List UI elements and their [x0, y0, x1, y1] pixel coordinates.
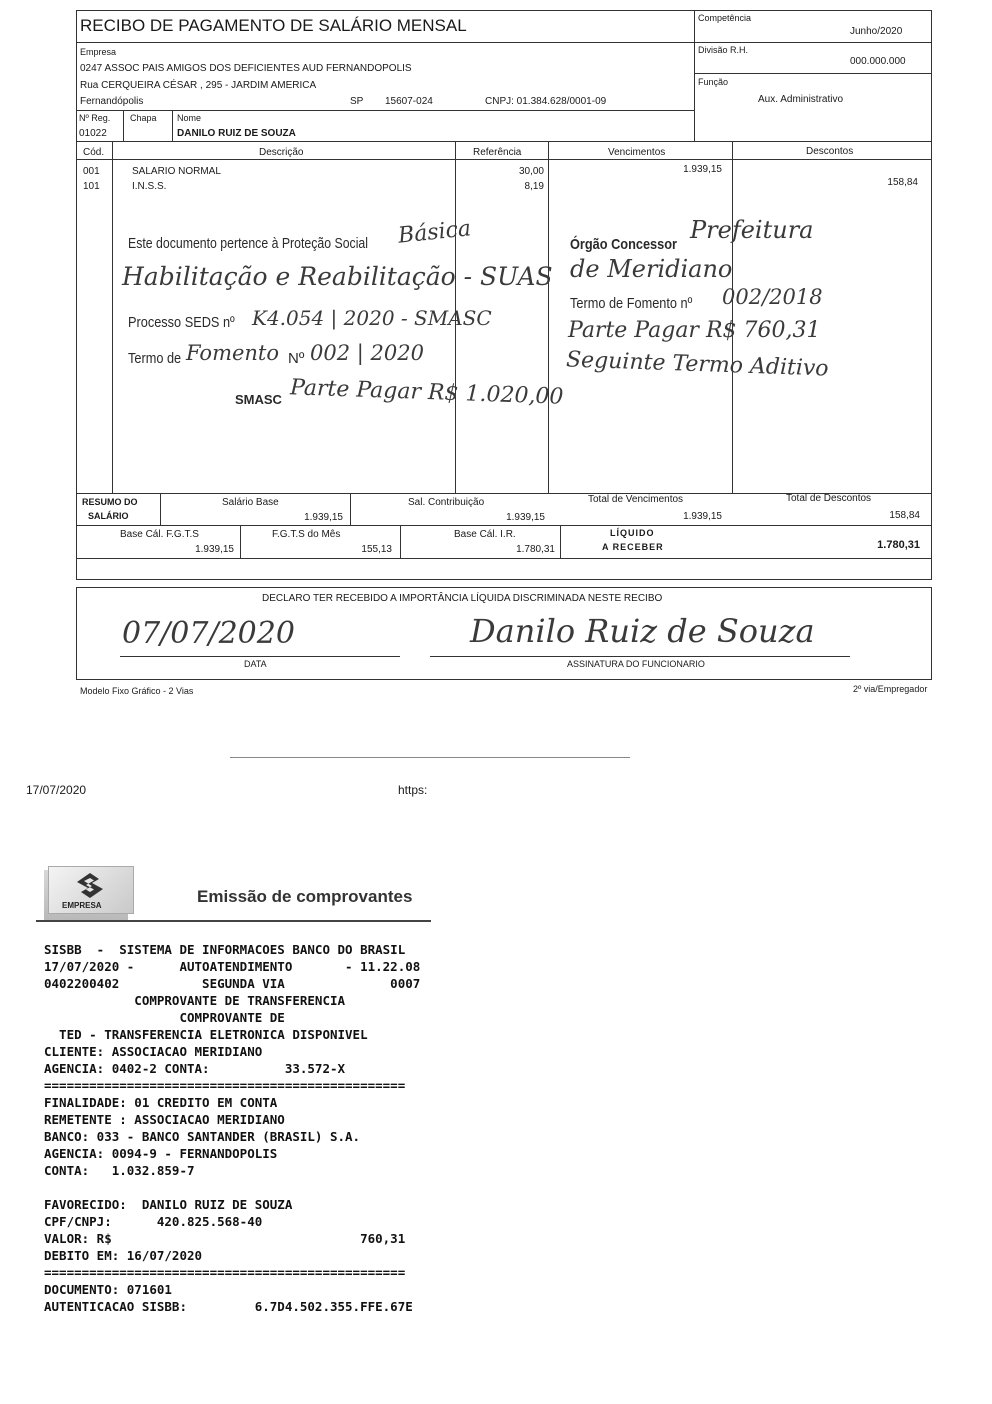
- salario-base-value: 1.939,15: [304, 512, 343, 523]
- bank-separator-line: ================================================: [44, 1265, 406, 1280]
- col-vencimentos: Vencimentos: [608, 147, 666, 158]
- total-descontos-label: Total de Descontos: [786, 493, 872, 504]
- total-vencimentos-label: Total de Vencimentos: [588, 494, 684, 505]
- empresa-name: 0247 ASSOC PAIS AMIGOS DOS DEFICIENTES AUD FERNANDOPOLIS: [80, 63, 412, 74]
- bank-line: SISBB - SISTEMA DE INFORMACOES BANCO DO BRASIL: [44, 942, 406, 957]
- bank-line: AUTENTICACAO SISBB: 6.7D4.502.355.FFE.67E: [44, 1299, 413, 1314]
- fgts-mes-label: F.G.T.S do Mês: [272, 529, 341, 540]
- divisao-label: Divisão R.H.: [698, 45, 749, 55]
- handwritten-termo-aditivo: Seguinte Termo Aditivo: [565, 347, 829, 382]
- bank-line: TED - TRANSFERENCIA ELETRONICA DISPONIVEL: [44, 1027, 368, 1042]
- sal-contribuicao-label: Sal. Contribuição: [408, 497, 485, 508]
- bank-line: DOCUMENTO: 071601: [44, 1282, 172, 1297]
- stamp-numero: Nº: [288, 350, 305, 367]
- row-descricao: I.N.S.S.: [132, 181, 167, 192]
- base-ir-value: 1.780,31: [516, 544, 555, 555]
- stamp-protecao-social: Este documento pertence à Proteção Social: [128, 235, 369, 252]
- stamp-termo-fomento: Termo de Fomento nº: [570, 295, 693, 312]
- bank-title: Emissão de comprovantes: [197, 887, 413, 906]
- empresa-cnpj: CNPJ: 01.384.628/0001-09: [485, 96, 607, 107]
- print-url: https:: [398, 783, 428, 797]
- handwritten-processo-numero: K4.054 | 2020 - SMASC: [252, 306, 492, 330]
- resumo-label-1: RESUMO DO: [82, 497, 138, 507]
- handwritten-parte-pagar-right: Parte Pagar R$ 760,31: [568, 318, 821, 343]
- base-ir-label: Base Cál. I.R.: [454, 529, 516, 540]
- bank-line: AGENCIA: 0094-9 - FERNANDOPOLIS: [44, 1146, 278, 1161]
- bank-line: BANCO: 033 - BANCO SANTANDER (BRASIL) S.A.: [44, 1129, 361, 1144]
- row-referencia: 8,19: [524, 181, 544, 192]
- nome-label: Nome: [177, 113, 202, 123]
- date-label: DATA: [244, 659, 267, 669]
- stamp-smasc: SMASC: [235, 392, 282, 407]
- nreg-label: Nº Reg.: [79, 113, 111, 123]
- bank-line: FINALIDADE: 01 CREDITO EM CONTA: [44, 1095, 278, 1110]
- bank-line: DEBITO EM: 16/07/2020: [44, 1248, 203, 1263]
- footer-left: Modelo Fixo Gráfico - 2 Vias: [80, 686, 194, 696]
- row-cod: 101: [83, 181, 100, 192]
- row-descricao: SALARIO NORMAL: [132, 166, 221, 177]
- row-cod: 001: [83, 166, 100, 177]
- signature-label: ASSINATURA DO FUNCIONARIO: [567, 659, 705, 669]
- nreg-value: 01022: [79, 128, 107, 139]
- declaration-text: DECLARO TER RECEBIDO A IMPORTÂNCIA LÍQUIDA DISCRIMINADA NESTE RECIBO: [262, 593, 663, 604]
- bank-line: FAVORECIDO: DANILO RUIZ DE SOUZA: [44, 1197, 293, 1212]
- handwritten-date: 07/07/2020: [122, 616, 295, 651]
- bank-line: VALOR: R$ 760,31: [44, 1231, 406, 1246]
- print-date: 17/07/2020: [26, 783, 87, 797]
- col-cod: Cód.: [83, 147, 105, 158]
- handwritten-basica: Básica: [396, 216, 473, 249]
- liquido-value: 1.780,31: [877, 539, 920, 551]
- handwritten-termo-fomento-numero: 002/2018: [722, 285, 823, 309]
- nome-value: DANILO RUIZ DE SOUZA: [177, 128, 296, 139]
- logo-caption: EMPRESA: [62, 901, 102, 910]
- funcao-value: Aux. Administrativo: [758, 94, 844, 105]
- total-descontos-value: 158,84: [889, 510, 920, 521]
- bank-line: REMETENTE : ASSOCIACAO MERIDIANO: [44, 1112, 285, 1127]
- handwritten-habilitacao: Habilitação e Reabilitação - SUAS: [122, 262, 553, 291]
- bank-line: 17/07/2020 - AUTOATENDIMENTO - 11.22.08: [44, 959, 421, 974]
- bank-line: CONTA: 1.032.859-7: [44, 1163, 195, 1178]
- stamp-processo-seds: Processo SEDS nº: [128, 314, 235, 331]
- empresa-state: SP: [350, 96, 364, 107]
- bank-line: 0402200402 SEGUNDA VIA 0007: [44, 976, 421, 991]
- chapa-label: Chapa: [130, 113, 157, 123]
- handwritten-de-meridiano: de Meridiano: [570, 255, 733, 283]
- page-separator: [230, 757, 630, 758]
- base-fgts-value: 1.939,15: [195, 544, 234, 555]
- bank-separator-line: ================================================: [44, 1078, 406, 1093]
- row-descontos: 158,84: [887, 177, 918, 188]
- base-fgts-label: Base Cál. F.G.T.S: [120, 529, 199, 540]
- row-referencia: 30,00: [518, 166, 544, 177]
- bank-line: CLIENTE: ASSOCIACAO MERIDIANO: [44, 1044, 263, 1059]
- salario-base-label: Salário Base: [222, 497, 279, 508]
- row-vencimentos: 1.939,15: [683, 164, 722, 175]
- competencia-value: Junho/2020: [850, 26, 903, 37]
- divisao-value: 000.000.000: [850, 56, 906, 67]
- handwritten-termo-numero: 002 | 2020: [310, 341, 424, 365]
- col-referencia: Referência: [473, 147, 522, 158]
- handwritten-prefeitura: Prefeitura: [690, 216, 814, 244]
- empresa-label: Empresa: [80, 47, 117, 57]
- payslip-title: RECIBO DE PAGAMENTO DE SALÁRIO MENSAL: [80, 16, 467, 35]
- liquido-label-2: A RECEBER: [602, 542, 664, 552]
- competencia-label: Competência: [698, 13, 752, 23]
- handwritten-parte-pagar-left: Parte Pagar R$ 1.020,00: [289, 375, 564, 410]
- funcao-label: Função: [698, 77, 729, 87]
- stamp-termo-de: Termo de: [128, 350, 182, 367]
- liquido-label-1: LÍQUIDO: [610, 528, 655, 538]
- handwritten-fomento: Fomento: [186, 341, 280, 365]
- col-descricao: Descrição: [259, 147, 304, 158]
- bank-line: CPF/CNPJ: 420.825.568-40: [44, 1214, 263, 1229]
- empresa-city: Fernandópolis: [80, 96, 144, 107]
- footer-right: 2º via/Empregador: [853, 684, 928, 694]
- fgts-mes-value: 155,13: [361, 544, 392, 555]
- col-descontos: Descontos: [806, 146, 854, 157]
- empresa-address: Rua CERQUEIRA CÉSAR , 295 - JARDIM AMERICA: [80, 80, 317, 91]
- bank-line: COMPROVANTE DE: [44, 1010, 285, 1025]
- bank-line: AGENCIA: 0402-2 CONTA: 33.572-X: [44, 1061, 346, 1076]
- stamp-orgao-concessor: Órgão Concessor: [570, 236, 677, 253]
- bank-logo: [30, 866, 120, 922]
- handwritten-signature: Danilo Ruiz de Souza: [470, 612, 815, 650]
- total-vencimentos-value: 1.939,15: [683, 511, 722, 522]
- empresa-cep: 15607-024: [385, 96, 433, 107]
- banco-brasil-icon: [74, 872, 106, 900]
- resumo-label-2: SALÁRIO: [88, 511, 129, 521]
- bank-line: COMPROVANTE DE TRANSFERENCIA: [44, 993, 346, 1008]
- sal-contribuicao-value: 1.939,15: [506, 512, 545, 523]
